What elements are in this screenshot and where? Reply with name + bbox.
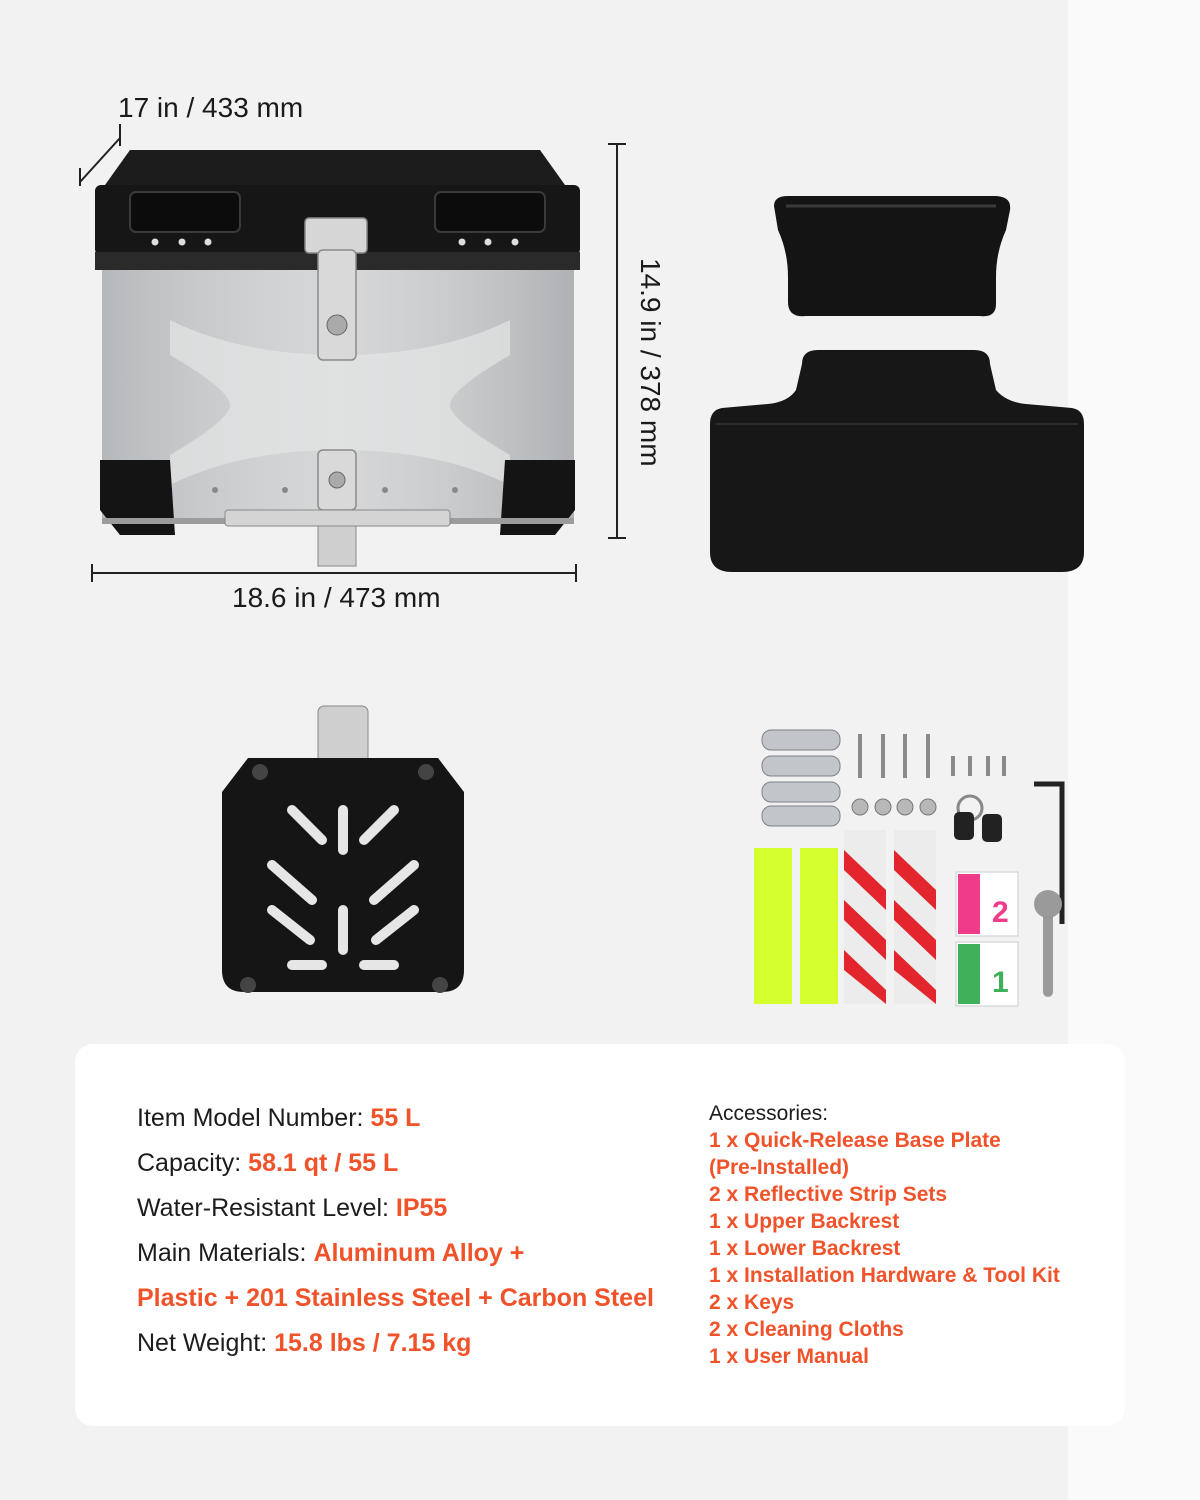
wipe-1-number: 1 (992, 966, 1009, 999)
height-dimension-line (600, 142, 630, 542)
lower-backrest-image (706, 346, 1088, 580)
spec-materials-value-2: Plastic + 201 Stainless Steel + Carbon Steel (137, 1284, 654, 1312)
spec-list (137, 1096, 717, 1366)
accessory-item: 2 x Keys (709, 1291, 795, 1314)
spec-materials-value-1: Aluminum Alloy + (313, 1239, 525, 1267)
spec-weight-value: 15.8 lbs / 7.15 kg (274, 1329, 472, 1357)
spec-card (75, 1044, 1125, 1426)
spec-water-label: Water-Resistant Level: (137, 1194, 396, 1222)
accessory-item: 1 x Installation Hardware & Tool Kit (709, 1264, 1060, 1287)
hardware-kit-image (748, 724, 1070, 1008)
base-plate-image (212, 700, 474, 1006)
spec-materials-label: Main Materials: (137, 1239, 314, 1267)
accessory-item: 1 x Lower Backrest (709, 1237, 901, 1260)
spec-water-value: IP55 (395, 1194, 448, 1222)
spec-materials-cont (137, 1276, 717, 1321)
spec-model-label: Item Model Number: (137, 1104, 371, 1132)
accessory-item: 2 x Reflective Strip Sets (709, 1183, 948, 1206)
height-dimension-label: 14.9 in / 378 mm (635, 258, 666, 467)
spec-weight-label: Net Weight: (137, 1329, 275, 1357)
spec-capacity-label: Capacity: (137, 1149, 249, 1177)
spec-model-value: 55 L (370, 1104, 421, 1132)
accessories-list (709, 1100, 1109, 1370)
accessory-item: 1 x Quick-Release Base Plate (709, 1129, 1001, 1152)
accessory-item: (Pre-Installed) (709, 1156, 850, 1179)
accessory-item: 2 x Cleaning Cloths (709, 1318, 904, 1341)
spec-water (137, 1186, 717, 1231)
wipe-2-number: 2 (992, 896, 1009, 929)
spec-model (137, 1096, 717, 1141)
upper-backrest-image (766, 192, 1018, 322)
depth-dimension-label: 17 in / 433 mm (118, 92, 304, 123)
spec-weight (137, 1321, 717, 1366)
spec-capacity-value: 58.1 qt / 55 L (248, 1149, 399, 1177)
accessory-item: 1 x User Manual (709, 1345, 869, 1368)
accessory-item: 1 x Upper Backrest (709, 1210, 900, 1233)
spec-materials (137, 1231, 717, 1276)
width-dimension-label: 18.6 in / 473 mm (232, 582, 441, 613)
accessories-title: Accessories: (709, 1102, 829, 1125)
top-case-image (90, 140, 590, 570)
spec-capacity (137, 1141, 717, 1186)
